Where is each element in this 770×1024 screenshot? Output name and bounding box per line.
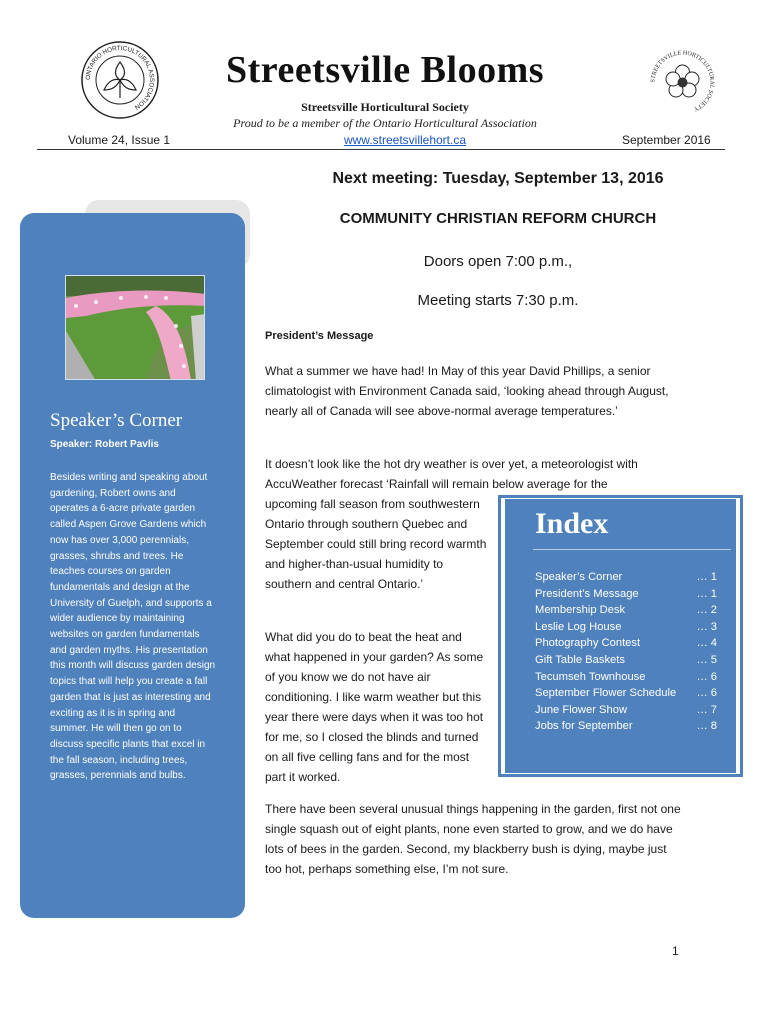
doors-open: Doors open 7:00 p.m., <box>423 253 573 270</box>
shs-logo-text: STREETSVILLE HORTICULTURAL SOCIETY <box>650 50 715 112</box>
index-item[interactable]: Speaker’s Corner … 1 <box>535 571 717 583</box>
garden-photo <box>65 275 205 380</box>
index-item[interactable]: Tecumseh Townhouse … 6 <box>535 670 717 683</box>
flower-bed-image <box>66 276 205 380</box>
next-meeting: Next meeting: Tuesday, September 13, 2016 <box>332 170 664 187</box>
index-divider <box>533 549 731 550</box>
issue-date: September 2016 <box>622 133 711 147</box>
tagline: Proud to be a member of the Ontario Horticultural Association <box>233 116 537 130</box>
article-paragraph-1: What a summer we have had! In May of this year David Phillips, a senior climatologist with Environment Canada said, ‘looking ahead through August, nearly all of Canada will see above-normal average temperatures.’ <box>265 364 669 418</box>
speakers-corner-title: Speaker’s Corner <box>50 410 183 431</box>
presidents-message-heading: President’s Message <box>265 330 374 342</box>
newsletter-title: Streetsville Blooms <box>225 49 545 91</box>
society-name: Streetsville Horticultural Society <box>301 100 469 114</box>
index-list <box>535 569 717 735</box>
website-link[interactable]: www.streetsvillehort.ca <box>343 133 467 147</box>
article-paragraph-3: What did you do to beat the heat and what happened in your garden? As some of you know we do not have air conditioning. I like warm weather but this year there were days when it was too hot for me, so I closed the blinds and turned on all five celling fans and for the most part it worked. <box>265 630 484 784</box>
index-item[interactable]: President’s Message … 1 <box>535 587 717 600</box>
article-paragraph-4: There have been several unusual things happening in the garden, first not one single squash out of eight plants, none even started to grow, and we do have lots of bees in the garden. Second, my blackberry bush is dying, maybe just too hot, perhaps something else, I’m not sure. <box>265 802 681 876</box>
header-divider <box>37 149 725 150</box>
speaker-bio: Besides writing and speaking about gardening, Robert owns and operates a 6-acre private garden called Aspen Grove Gardens which now has over 3,000 perennials, grasses, shrubs and trees. He teaches courses on garden fundamentals and design at the University of Guelph, and supports a wider audience by maintaining websites on garden fundamentals and garden myths. His presentation this month will discuss garden design topics that will help you create a fall garden that is just as interesting and exciting as it is in spring and summer. He will then go on to discuss specific plants that excel in the fall season, including trees, grasses, perennials and bulbs. <box>50 472 216 782</box>
article-paragraph-2b: upcoming fall season from southwestern Ontario through southern Quebec and September could still bring record warmth and higher-than-usual humidity to southern and central Ontario.’ <box>265 497 487 591</box>
index-item[interactable]: Leslie Log House … 3 <box>535 620 717 633</box>
index-item[interactable]: Jobs for September … 8 <box>535 720 717 733</box>
speaker-name: Speaker: Robert Pavlis <box>50 439 159 450</box>
page-number: 1 <box>672 944 679 958</box>
index-item[interactable]: Photography Contest … 4 <box>535 637 717 650</box>
index-item[interactable]: September Flower Schedule … 6 <box>535 687 717 700</box>
index-item[interactable]: Membership Desk … 2 <box>535 604 717 617</box>
volume-issue: Volume 24, Issue 1 <box>68 133 171 147</box>
article-paragraph-2a: It doesn’t look like the hot dry weather is over yet, a meteorologist with AccuWeather forecast ‘Rainfall will remain below average for the <box>265 457 638 491</box>
meeting-start: Meeting starts 7:30 p.m. <box>417 292 579 309</box>
oha-logo-text: ONTARIO HORTICULTURAL ASSOCIATION <box>84 44 156 111</box>
meeting-venue: COMMUNITY CHRISTIAN REFORM CHURCH <box>339 210 657 227</box>
index-title: Index <box>535 507 609 540</box>
index-item[interactable]: Gift Table Baskets … 5 <box>535 653 717 666</box>
index-item[interactable]: June Flower Show … 7 <box>535 703 717 716</box>
